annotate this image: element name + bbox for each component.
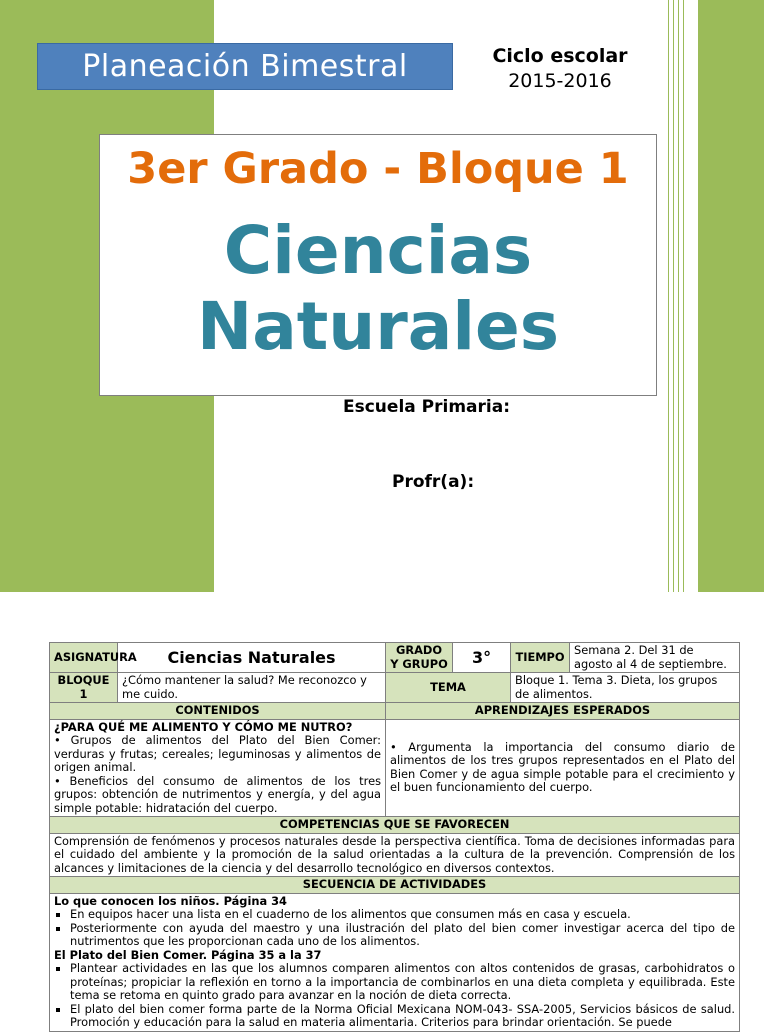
planning-table (49, 642, 740, 1032)
profr-label: Profr(a): (392, 472, 475, 492)
ciclo-value: 2015-2016 (508, 70, 612, 92)
aprendizajes-cell: • Argumenta la importancia del consumo diario de alimentos de los tres grupos representados en el Plato del Bien Comer y de agua simple potable para el crecimiento y el buen funcionamiento del cuerpo. (386, 719, 740, 817)
materia-title: Ciencias Naturales (196, 212, 560, 365)
tiempo-cell (511, 643, 740, 673)
asignatura-value: Ciencias Naturales (118, 643, 386, 673)
secuencia-cell (50, 893, 740, 1031)
decor-line (668, 0, 669, 592)
ciclo-escolar (470, 44, 650, 94)
secuencia-subtitle: Lo que conocen los niños. Página 34 (54, 893, 287, 908)
bloque-value: ¿Cómo mantener la salud? Me reconozco y me cuido. (118, 673, 386, 703)
ciclo-label: Ciclo escolar (492, 45, 628, 67)
list-item: ▪ En equipos hacer una lista en el cuaderno de los alimentos que consumen más en casa y escuela. (70, 908, 735, 922)
grado-bloque-title: 3er Grado - Bloque 1 (127, 144, 629, 194)
tema-value: Bloque 1. Tema 3. Dieta, los grupos de alimentos. (511, 673, 740, 703)
decor-line (678, 0, 679, 592)
decor-line (673, 0, 674, 592)
tiempo-value: Semana 2. Del 31 de agosto al 4 de septiembre. (574, 643, 727, 671)
list-item: ▪ El plato del bien comer forma parte de la Norma Oficial Mexicana NOM-043- SSA-2005, Servicios básicos de salud. Promoción y educación para la salud en materia alimentaria. Criterios para brindar orientación. Se puede (70, 1003, 735, 1030)
secuencia-header: SECUENCIA DE ACTIVIDADES (50, 877, 740, 894)
secuencia-list (54, 962, 735, 1030)
escuela-label: Escuela Primaria: (343, 397, 510, 417)
competencias-text: Comprensión de fenómenos y procesos naturales desde la perspectiva científica. Toma de decisiones informadas para el cuidado del ambiente y la promoción de la salud orientadas a la cultura de la prevención. Comprensión de los alcances y limitaciones de la ciencia y del desarrollo tecnológico en diversos contextos. (50, 833, 740, 877)
grado-value: 3° (453, 643, 511, 673)
decor-line (683, 0, 684, 592)
contenidos-cell (50, 719, 386, 817)
aprendizajes-header: APRENDIZAJES ESPERADOS (386, 703, 740, 720)
contenidos-title: ¿PARA QUÉ ME ALIMENTO Y CÓMO ME NUTRO? (54, 719, 353, 734)
contenidos-item: • Grupos de alimentos del Plato del Bien Comer: verduras y frutas; cereales; leguminosas y alimentos de origen animal. (54, 733, 382, 774)
right-green-band (698, 0, 764, 592)
bloque-label: BLOQUE 1 (50, 673, 118, 703)
list-item: ▪ Posteriormente con ayuda del maestro y una ilustración del plato del bien comer investigar acerca del tipo de nutrimentos que les proporcionan cada uno de los alimentos. (70, 922, 735, 949)
competencias-header: COMPETENCIAS QUE SE FAVORECEN (50, 817, 740, 834)
contenidos-header: CONTENIDOS (50, 703, 386, 720)
contenidos-item: • Beneficios del consumo de alimentos de los tres grupos: obtención de nutrimentos y energía, y del agua simple potable: hidratación del cuerpo. (54, 773, 382, 815)
tiempo-label: TIEMPO (511, 643, 570, 672)
cover-header-title: Planeación Bimestral (37, 43, 453, 90)
tema-label: TEMA (386, 673, 511, 703)
list-item: ▪ Plantear actividades en las que los alumnos comparen alimentos con altos contenidos de grasas, carbohidratos o proteínas; propiciar la reflexión en torno a la importancia de combinarlos en una dieta completa y equilibrada. Este tema se retoma en quinto grado para avanzar en la noción de dieta correcta. (70, 962, 735, 1003)
asignatura-label: ASIGNATURA (50, 643, 118, 673)
secuencia-subtitle: El Plato del Bien Comer. Página 35 a la 37 (54, 947, 322, 962)
secuencia-list (54, 908, 735, 949)
grado-label: GRADO Y GRUPO (386, 643, 453, 673)
cover-title-box (99, 134, 657, 396)
